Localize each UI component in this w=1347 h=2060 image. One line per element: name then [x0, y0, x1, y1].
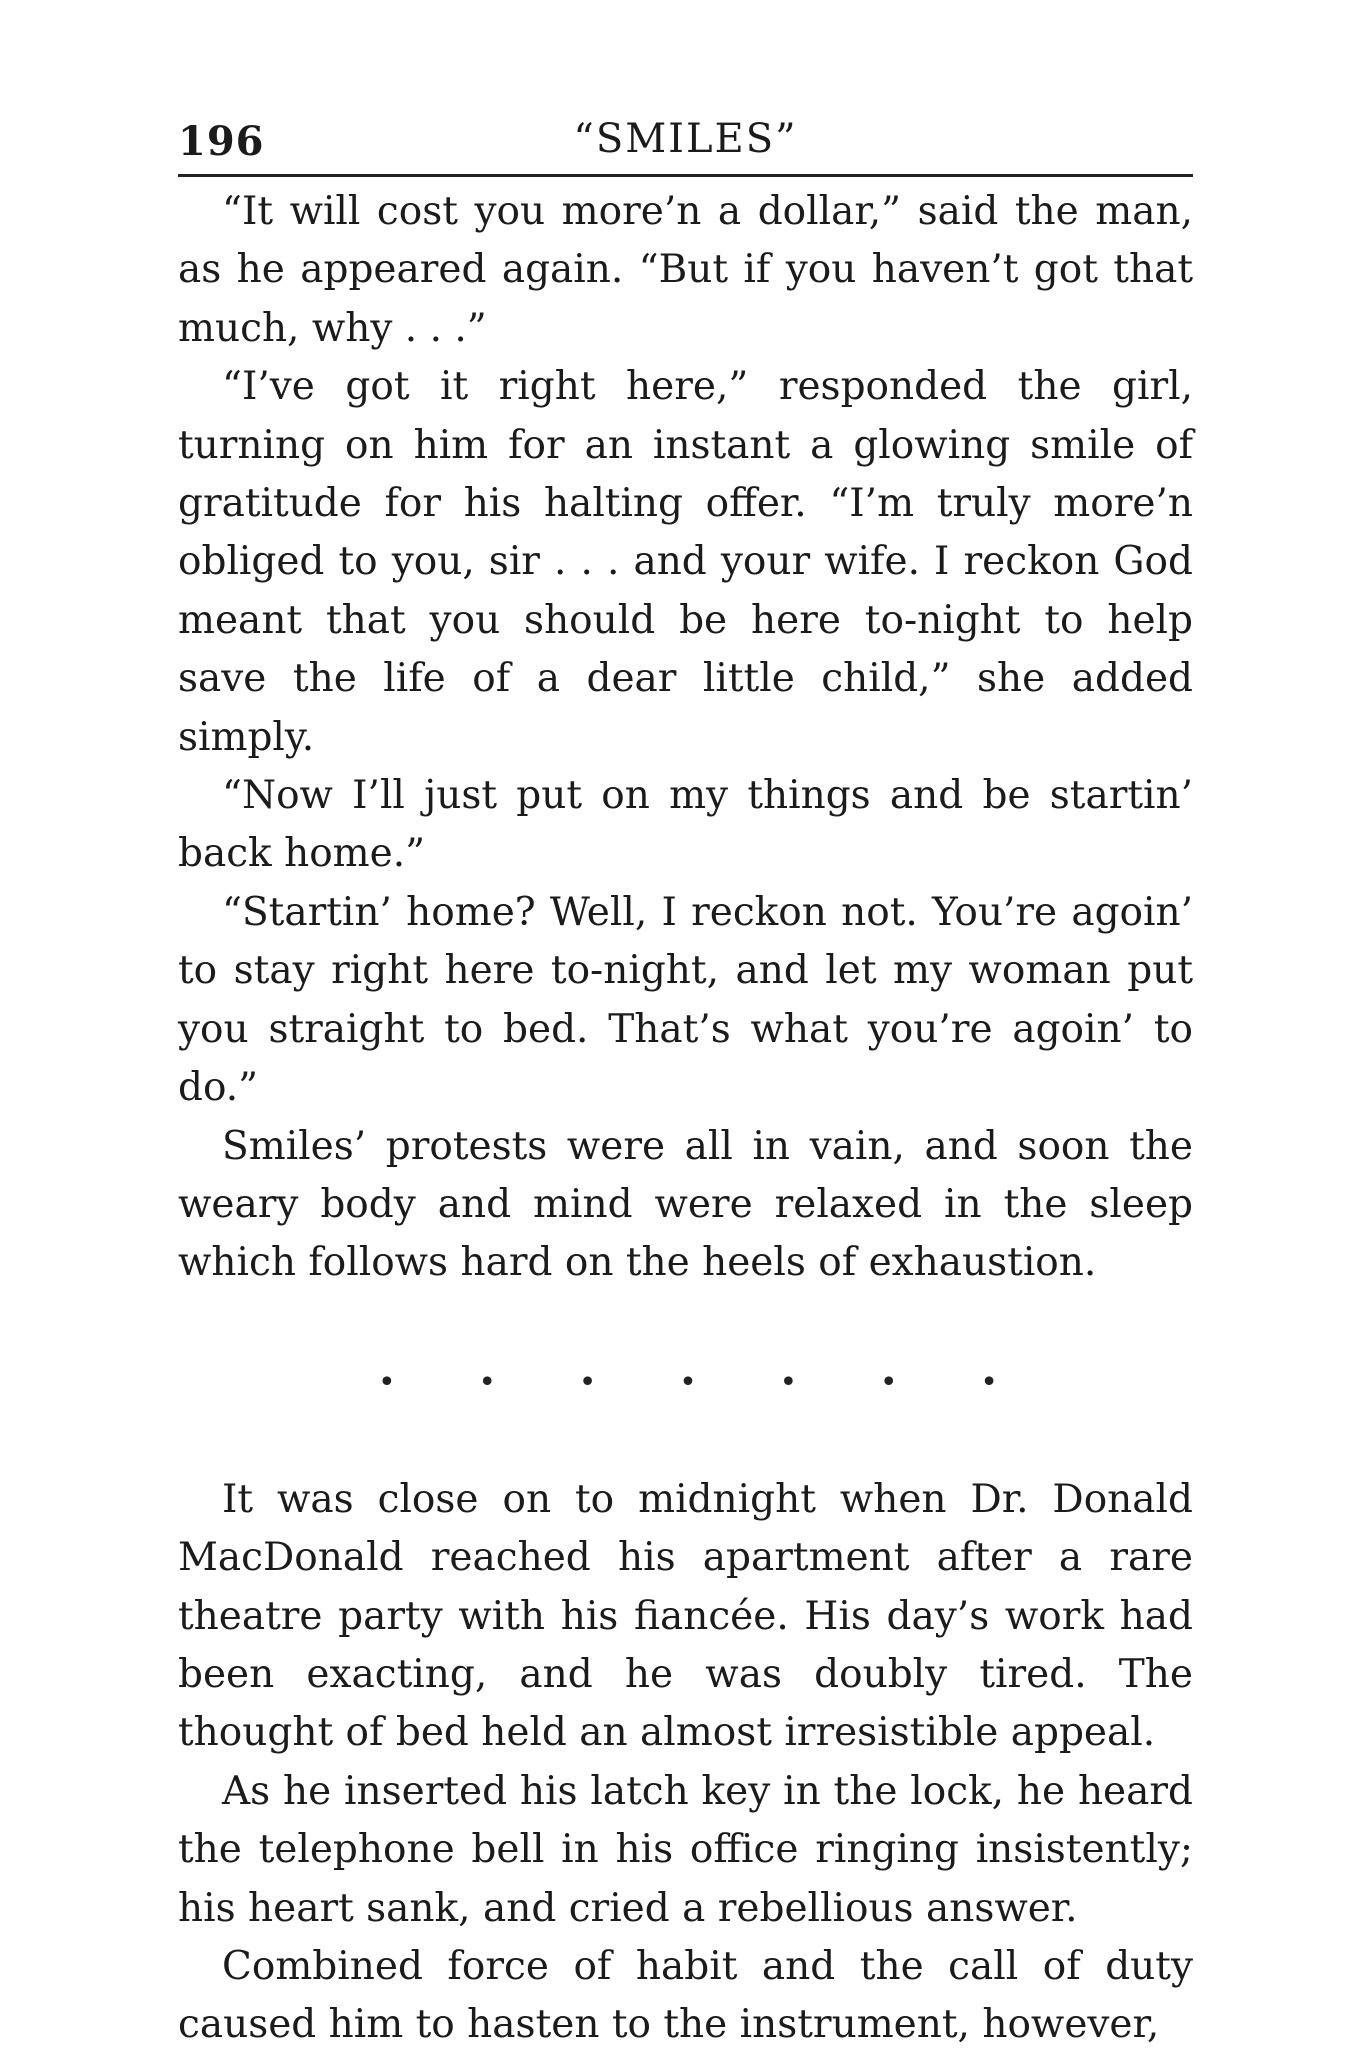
paragraph: “I’ve got it right here,” responded the girl, turning on him for an instant a glowing smile of gratitude for his halting offer. “I’m truly more’n obliged to you, sir . . . and your wife. I reckon God meant that you should be here to-night to help save the life of a dear little child,” she added simply. — [178, 364, 1193, 760]
book-page — [178, 112, 1193, 2055]
paragraph: “Startin’ home? Well, I reckon not. You’re agoin’ to stay right here to-night, and let my woman put you straight to bed. That’s what you’re agoin’ to do.” — [178, 889, 1193, 1111]
page-number: 196 — [178, 118, 265, 165]
running-title: “SMILES” — [573, 116, 798, 162]
break-dot: • — [879, 1364, 898, 1400]
paragraph: Smiles’ protests were all in vain, and soon the weary body and mind were relaxed in the sleep which follows hard on the heels of exhaustion. — [178, 1123, 1193, 1286]
break-dot: • — [779, 1364, 798, 1400]
running-head — [178, 112, 1193, 174]
section-break-dots — [378, 1365, 998, 1400]
paragraph: “Now I’ll just put on my things and be startin’ back home.” — [178, 773, 1193, 877]
body-text — [178, 183, 1193, 2055]
break-dot: • — [378, 1364, 396, 1400]
break-dot: • — [478, 1364, 497, 1400]
break-dot: • — [679, 1364, 697, 1400]
header-rule — [178, 174, 1193, 177]
break-dot: • — [578, 1364, 597, 1400]
break-dot: • — [980, 1364, 998, 1400]
paragraph: Combined force of habit and the call of duty caused him to hasten to the instrument, however, — [178, 1943, 1193, 2048]
section-break — [178, 1293, 1193, 1471]
paragraph: It was close on to midnight when Dr. Donald MacDonald reached his apartment after a rare theatre party with his fiancée. His day’s work had been exacting, and he was doubly tired. The thought of bed held an almost irresistible appeal. — [178, 1476, 1193, 1756]
paragraph: “It will cost you more’n a dollar,” said the man, as he appeared again. “But if you haven’t got that much, why . . .” — [178, 189, 1193, 351]
paragraph: As he inserted his latch key in the lock, he heard the telephone bell in his office ringing insistently; his heart sank, and cried a rebellious answer. — [178, 1768, 1193, 1931]
